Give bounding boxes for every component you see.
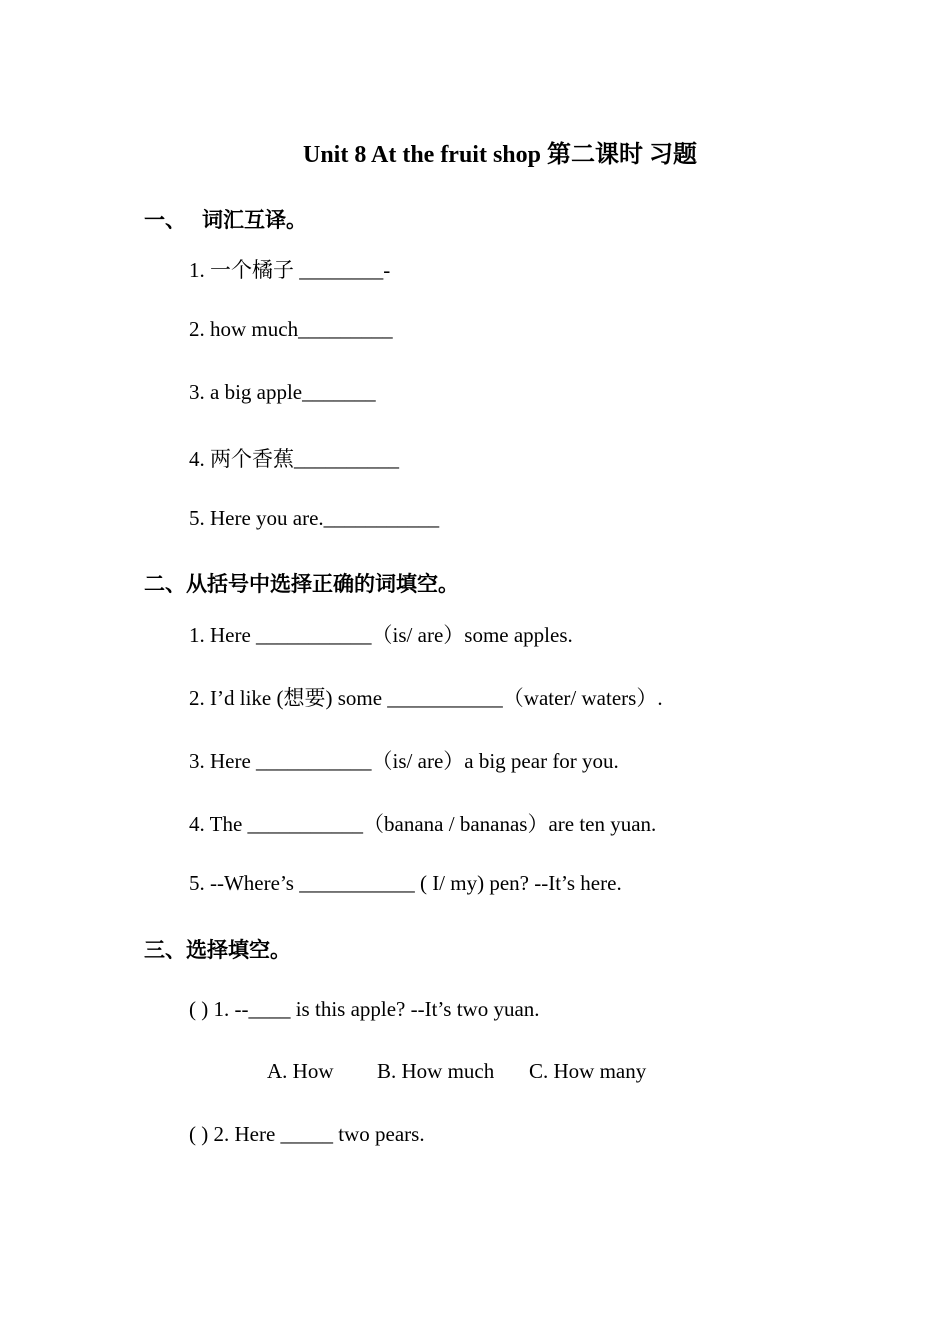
section1-item-4: 4. 两个香蕉__________: [189, 447, 399, 471]
section1-title: 词汇互译。: [202, 208, 307, 232]
section2-item-4: 4. The ___________（banana / bananas）are ten yuan.: [189, 812, 657, 836]
option-a: A. How: [267, 1059, 334, 1083]
section1-heading: [144, 204, 307, 234]
section1-item-2: 2. how much_________: [189, 317, 393, 341]
section2-heading: 二、从括号中选择正确的词填空。: [144, 572, 459, 596]
section2-item-2: 2. I’d like (想要) some ___________（water/ waters）.: [189, 686, 663, 710]
section2-item-1: 1. Here ___________（is/ are）some apples.: [189, 623, 573, 647]
option-b: B. How much: [377, 1059, 495, 1083]
section1-item-1: 1. 一个橘子 ________-: [189, 258, 391, 282]
section2-item-5: 5. --Where’s ___________ ( I/ my) pen? --It’s here.: [189, 871, 622, 895]
option-c: C. How many: [529, 1059, 647, 1083]
section3-question-1: ( ) 1. --____ is this apple? --It’s two yuan.: [189, 997, 540, 1021]
section1-number: 一、: [144, 208, 186, 232]
section3-question-1-options: [267, 1059, 646, 1084]
section1-item-5: 5. Here you are.___________: [189, 506, 440, 530]
section2-item-3: 3. Here ___________（is/ are）a big pear for you.: [189, 749, 619, 773]
section3-heading: 三、选择填空。: [144, 938, 291, 962]
page-title: Unit 8 At the fruit shop 第二课时 习题: [302, 142, 698, 168]
section3-question-2: ( ) 2. Here _____ two pears.: [189, 1122, 425, 1146]
section1-item-3: 3. a big apple_______: [189, 380, 376, 404]
